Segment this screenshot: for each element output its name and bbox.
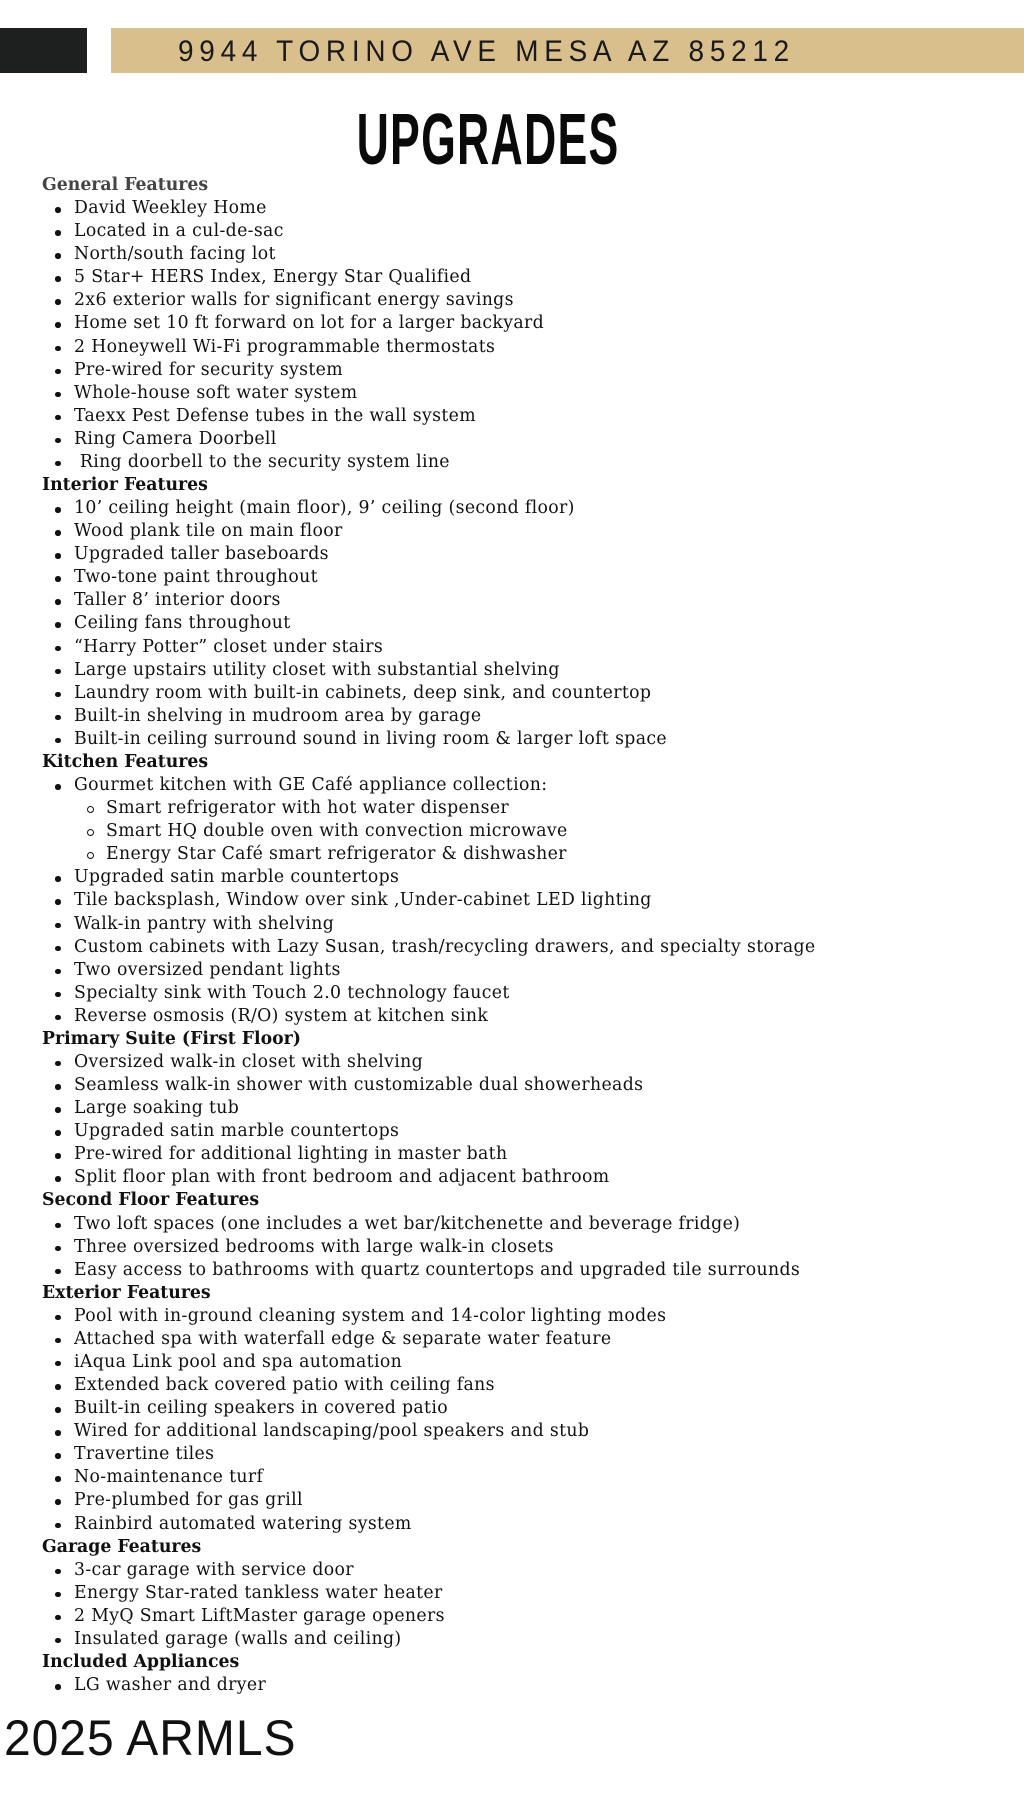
list-item: Ring doorbell to the security system line [42,451,1002,474]
list-item: 2 Honeywell Wi-Fi programmable thermostats [42,336,1002,359]
section-heading: Interior Features [42,475,208,496]
list-item: Two loft spaces (one includes a wet bar/kitchenette and beverage fridge) [42,1213,1002,1236]
list-item: Walk-in pantry with shelving [42,913,1002,936]
list-item: Upgraded satin marble countertops [42,866,1002,889]
section-heading: Second Floor Features [42,1190,260,1211]
list-item: Ceiling fans throughout [42,612,1002,635]
feature-section [42,1282,1002,1536]
watermark-text: 2025 ARMLS [4,1710,297,1766]
list-item: Travertine tiles [42,1443,1002,1466]
list-item: David Weekley Home [42,197,1002,220]
feature-section [42,751,1002,1028]
list-item: Built-in ceiling speakers in covered patio [42,1397,1002,1420]
section-heading: Exterior Features [42,1282,211,1303]
list-item: Insulated garage (walls and ceiling) [42,1628,1002,1651]
feature-bullet-list [42,497,1002,751]
list-item: Two-tone paint throughout [42,566,1002,589]
features-list [42,174,1002,1697]
feature-bullet-list [42,774,1002,1028]
list-item: Rainbird automated watering system [42,1513,1002,1536]
feature-section [42,1189,1002,1281]
page-title-text: UPGRADES [356,100,620,180]
list-item: No-maintenance turf [42,1466,1002,1489]
list-item: Wood plank tile on main floor [42,520,1002,543]
feature-bullet-list [42,1674,1002,1697]
list-item: “Harry Potter” closet under stairs [42,636,1002,659]
list-item: 10’ ceiling height (main floor), 9’ ceiling (second floor) [42,497,1002,520]
list-item: Energy Star-rated tankless water heater [42,1582,1002,1605]
section-heading: Garage Features [42,1536,202,1557]
list-item: Specialty sink with Touch 2.0 technology faucet [42,982,1002,1005]
list-item: 2x6 exterior walls for significant energy savings [42,289,1002,312]
list-item: Upgraded taller baseboards [42,543,1002,566]
list-item: North/south facing lot [42,243,1002,266]
section-heading: General Features [42,175,209,195]
list-item: Taller 8’ interior doors [42,589,1002,612]
list-item: Easy access to bathrooms with quartz countertops and upgraded tile surrounds [42,1259,1002,1282]
list-item: Laundry room with built-in cabinets, deep sink, and countertop [42,682,1002,705]
sub-list-item: Smart HQ double oven with convection microwave [42,820,1002,843]
feature-section [42,474,1002,751]
feature-bullet-list [42,1305,1002,1536]
list-item: Pre-wired for additional lighting in master bath [42,1143,1002,1166]
property-address: 9944 TORINO AVE MESA AZ 85212 [178,35,795,68]
list-item: Extended back covered patio with ceiling fans [42,1374,1002,1397]
section-heading: Included Appliances [42,1652,240,1672]
feature-section [42,1651,1002,1697]
feature-section [42,1028,1002,1190]
list-item: Taexx Pest Defense tubes in the wall system [42,405,1002,428]
list-item: Reverse osmosis (R/O) system at kitchen sink [42,1005,1002,1028]
list-item: Wired for additional landscaping/pool speakers and stub [42,1420,1002,1443]
list-item: iAqua Link pool and spa automation [42,1351,1002,1374]
sub-list-item: Smart refrigerator with hot water dispenser [42,797,1002,820]
list-item: Tile backsplash, Window over sink ,Under-cabinet LED lighting [42,889,1002,912]
section-heading: Primary Suite (First Floor) [42,1028,301,1049]
list-item: 2 MyQ Smart LiftMaster garage openers [42,1605,1002,1628]
list-item: Two oversized pendant lights [42,959,1002,982]
list-item: Pre-wired for security system [42,359,1002,382]
list-item: Oversized walk-in closet with shelving [42,1051,1002,1074]
list-item: Split floor plan with front bedroom and adjacent bathroom [42,1166,1002,1189]
sub-list-item: Energy Star Café smart refrigerator & dishwasher [42,843,1002,866]
list-item: Whole-house soft water system [42,382,1002,405]
list-item: Ring Camera Doorbell [42,428,1002,451]
page-title [0,100,976,180]
list-item: Custom cabinets with Lazy Susan, trash/recycling drawers, and specialty storage [42,936,1002,959]
feature-section [42,1536,1002,1651]
list-item: Pre-plumbed for gas grill [42,1489,1002,1512]
list-item: Gourmet kitchen with GE Café appliance collection: [42,774,1002,797]
feature-bullet-list [42,1213,1002,1282]
list-item: Upgraded satin marble countertops [42,1120,1002,1143]
list-item: Built-in ceiling surround sound in living room & larger loft space [42,728,1002,751]
header-dark-block [0,28,87,73]
list-item: 3-car garage with service door [42,1559,1002,1582]
feature-bullet-list [42,1559,1002,1651]
list-item: 5 Star+ HERS Index, Energy Star Qualified [42,266,1002,289]
list-item: Three oversized bedrooms with large walk-in closets [42,1236,1002,1259]
list-item: Located in a cul-de-sac [42,220,1002,243]
section-heading: Kitchen Features [42,751,209,772]
armls-watermark [4,1712,309,1764]
list-item: LG washer and dryer [42,1674,1002,1697]
list-item: Home set 10 ft forward on lot for a larger backyard [42,312,1002,335]
list-item: Seamless walk-in shower with customizable dual showerheads [42,1074,1002,1097]
list-item: Pool with in-ground cleaning system and 14-color lighting modes [42,1305,1002,1328]
feature-section [42,174,1002,474]
list-item: Attached spa with waterfall edge & separate water feature [42,1328,1002,1351]
feature-bullet-list [42,197,1002,474]
feature-bullet-list [42,1051,1002,1189]
list-item: Built-in shelving in mudroom area by garage [42,705,1002,728]
list-item: Large soaking tub [42,1097,1002,1120]
list-item: Large upstairs utility closet with substantial shelving [42,659,1002,682]
